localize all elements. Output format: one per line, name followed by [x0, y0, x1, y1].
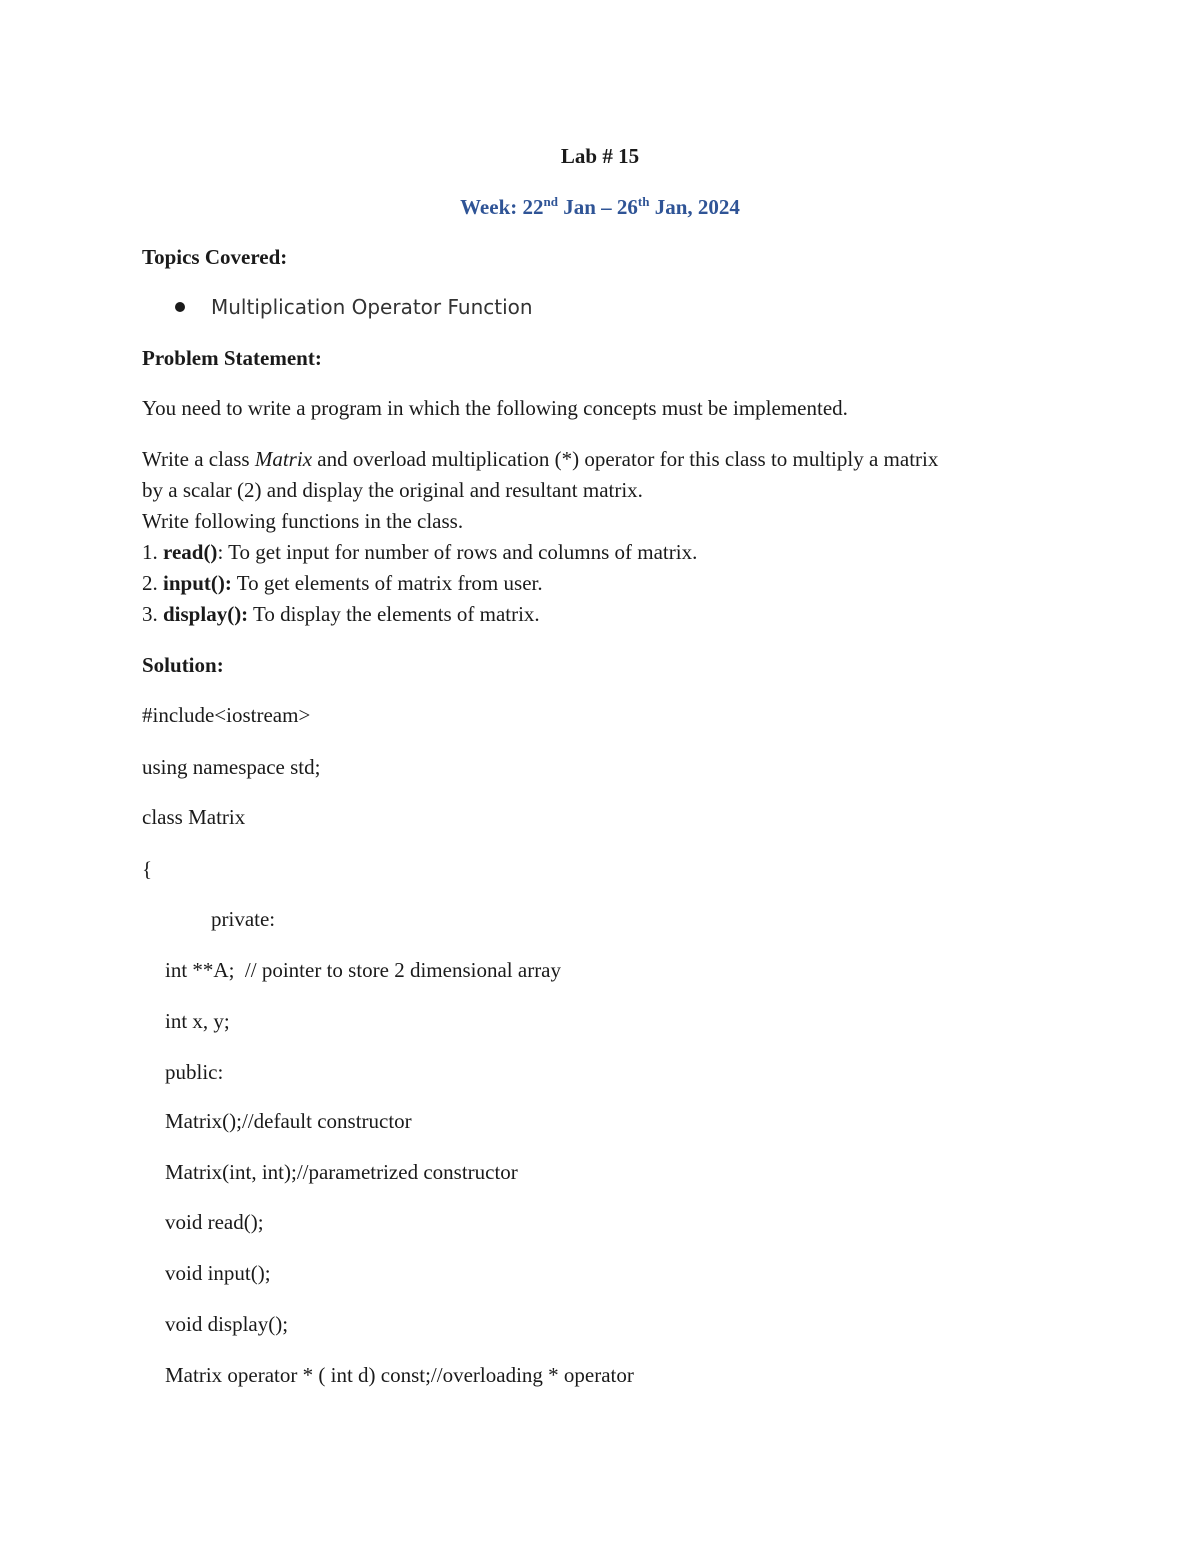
code-line: class Matrix [142, 805, 246, 829]
problem-paragraph-line-2: by a scalar (2) and display the original and resultant matrix. [142, 478, 643, 502]
func-number: 1. [142, 540, 163, 564]
code-line: void input(); [165, 1261, 271, 1285]
problem-paragraph-line-1 [142, 446, 938, 472]
problem-paragraph-line-3: Write following functions in the class. [142, 509, 464, 533]
para-class-name: Matrix [254, 447, 313, 471]
function-item-display [142, 601, 540, 627]
func-name: display(): [163, 602, 249, 626]
code-line: #include<iostream> [142, 703, 311, 727]
week-mid: Jan – 26 [557, 195, 638, 219]
func-desc: : To get input for number of rows and columns of matrix. [217, 540, 698, 564]
week-suffix: Jan, 2024 [649, 195, 740, 219]
week-prefix: Week: 22 [460, 195, 544, 219]
lab-title: Lab # 15 [560, 144, 640, 168]
code-line: public: [165, 1060, 224, 1084]
func-desc: To get elements of matrix from user. [231, 571, 543, 595]
func-number: 3. [142, 602, 163, 626]
solution-heading: Solution: [142, 653, 224, 677]
code-line: using namespace std; [142, 755, 321, 779]
week-dates [0, 194, 1200, 220]
code-line: int **A; // pointer to store 2 dimensional array [165, 958, 562, 982]
week-sup-1: nd [543, 194, 558, 209]
code-line: Matrix(int, int);//parametrized constructor [165, 1160, 518, 1184]
func-name: read() [163, 540, 218, 564]
week-sup-2: th [637, 194, 650, 209]
topics-heading: Topics Covered: [142, 245, 288, 269]
code-line: Matrix operator * ( int d) const;//overloading * operator [165, 1363, 634, 1387]
code-line: private: [211, 907, 276, 931]
topic-item: Multiplication Operator Function [211, 295, 533, 319]
function-item-input [142, 570, 543, 596]
code-line: int x, y; [165, 1009, 230, 1033]
code-line: { [142, 857, 153, 881]
bullet-icon [175, 302, 185, 312]
function-item-read [142, 539, 697, 565]
func-number: 2. [142, 571, 163, 595]
problem-intro: You need to write a program in which the following concepts must be implemented. [142, 396, 848, 420]
func-desc: To display the elements of matrix. [248, 602, 540, 626]
problem-heading: Problem Statement: [142, 346, 322, 370]
func-name: input(): [163, 571, 232, 595]
para-prefix: Write a class [142, 447, 255, 471]
code-line: void read(); [165, 1210, 264, 1234]
code-line: Matrix();//default constructor [165, 1109, 412, 1133]
code-line: void display(); [165, 1312, 289, 1336]
para-suffix: and overload multiplication (*) operator for this class to multiply a matrix [312, 447, 939, 471]
